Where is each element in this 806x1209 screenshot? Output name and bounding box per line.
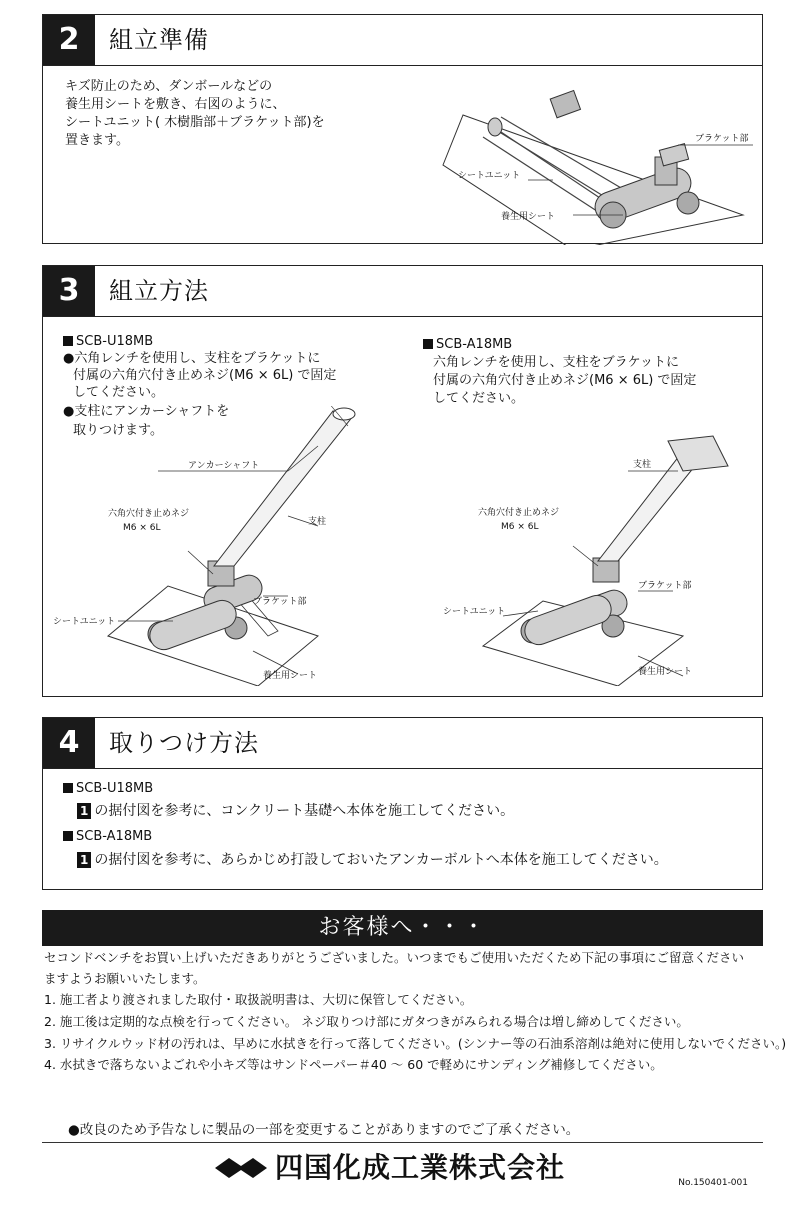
section-3 xyxy=(42,265,763,697)
customer-intro-1: セコンドベンチをお買い上げいただきありがとうございました。いつまでもご使用いただくため下記の事項にご留意ください xyxy=(44,950,745,965)
customer-note-3: 3. リサイクルウッド材の汚れは、早めに水拭きを行って落してください。(シンナー等の石油系溶剤は絶対に使用しないでください。) xyxy=(44,1036,787,1051)
prep-text-3: シートユニット( 木樹脂部＋ブラケット部)を xyxy=(65,115,325,130)
section-number: 4 xyxy=(43,718,95,768)
section-2-header xyxy=(43,15,762,66)
label-seat-unit: シートユニット xyxy=(443,607,506,617)
a18mb-line-3: してください。 xyxy=(433,391,525,406)
label-seat-unit: シートユニット xyxy=(53,617,116,627)
u18mb-line-2: 付属の六角穴付き止めネジ(M6 × 6L) で固定 xyxy=(73,368,337,383)
install-model-1: SCB-U18MB xyxy=(63,780,153,798)
section-4 xyxy=(42,717,763,890)
customer-note-2: 2. 施工後は定期的な点検を行ってください。 ネジ取りつけ部にガタつきがみられる場合は増し締めしてください。 xyxy=(44,1014,689,1029)
document-number: No.150401-001 xyxy=(678,1178,748,1188)
u18mb-line-3: してください。 xyxy=(73,385,165,400)
label-screw: 六角穴付き止めネジ xyxy=(478,508,560,518)
u18mb-line-1: ●六角レンチを使用し、支柱をブラケットに xyxy=(63,351,321,366)
label-bracket: ブラケット部 xyxy=(253,597,307,607)
a18mb-line-1: 六角レンチを使用し、支柱をブラケットに xyxy=(433,355,680,370)
footnote: ●改良のため予告なしに製品の一部を変更することがありますのでご了承ください。 xyxy=(68,1122,580,1138)
prep-text-4: 置きます。 xyxy=(65,133,129,148)
divider xyxy=(42,1142,763,1143)
section-title: 取りつけ方法 xyxy=(109,729,259,757)
section-number: 3 xyxy=(43,266,95,316)
model-u18mb-heading: SCB-U18MB xyxy=(63,333,153,351)
section-4-header xyxy=(43,718,762,769)
company-mark-icon xyxy=(215,1156,267,1180)
prep-text-1: キズ防止のため、ダンボールなどの xyxy=(65,79,273,94)
customer-note-4: 4. 水拭きで落ちないよごれや小キズ等はサンドペーパー＃40 ～ 60 で軽めにサンディング補修してください。 xyxy=(44,1057,663,1072)
prep-illustration xyxy=(403,75,753,245)
label-sheet: 養生用シート xyxy=(501,212,556,222)
square-bullet-icon xyxy=(63,831,73,841)
label-post: 支柱 xyxy=(633,460,652,470)
label-post: 支柱 xyxy=(308,517,327,527)
square-bullet-icon xyxy=(63,783,73,793)
company-name: 四国化成工業株式会社 xyxy=(275,1151,566,1184)
a18mb-illustration xyxy=(393,426,753,686)
ref-number-badge: 1 xyxy=(77,803,91,819)
a18mb-line-2: 付属の六角穴付き止めネジ(M6 × 6L) で固定 xyxy=(433,373,697,388)
prep-text-2: 養生用シートを敷き、右図のように、 xyxy=(65,97,286,112)
customer-intro-2: ますようお願いいたします。 xyxy=(44,971,206,986)
install-text-2: 1 の据付図を参考に、あらかじめ打設しておいたアンカーボルトへ本体を施工してください。 xyxy=(77,851,668,869)
section-2 xyxy=(42,14,763,244)
u18mb-line-4: ●支柱にアンカーシャフトを xyxy=(63,404,230,419)
label-sheet: 養生用シート xyxy=(263,671,318,681)
customer-banner: お客様へ・・・ xyxy=(42,910,763,946)
u18mb-illustration xyxy=(48,406,368,686)
square-bullet-icon xyxy=(423,339,433,349)
label-bracket: ブラケット部 xyxy=(638,581,692,591)
model-a18mb-heading: SCB-A18MB xyxy=(423,336,512,354)
square-bullet-icon xyxy=(63,336,73,346)
label-anchor-shaft: アンカーシャフト xyxy=(188,461,260,471)
section-title: 組立準備 xyxy=(109,26,209,54)
label-screw-size: M6 × 6L xyxy=(501,522,539,532)
label-sheet: 養生用シート xyxy=(638,667,693,677)
section-3-header xyxy=(43,266,762,317)
install-text-1: 1 の据付図を参考に、コンクリート基礎へ本体を施工してください。 xyxy=(77,802,514,820)
ref-number-badge: 1 xyxy=(77,852,91,868)
section-number: 2 xyxy=(43,15,95,65)
label-screw-size: M6 × 6L xyxy=(123,523,161,533)
label-bracket: ブラケット部 xyxy=(695,134,749,144)
label-screw: 六角穴付き止めネジ xyxy=(108,509,190,519)
u18mb-line-5: 取りつけます。 xyxy=(73,423,163,438)
label-seat-unit: シートユニット xyxy=(458,171,521,181)
section-title: 組立方法 xyxy=(109,277,209,305)
customer-note-1: 1. 施工者より渡されました取付・取扱説明書は、大切に保管してください。 xyxy=(44,992,473,1007)
install-model-2: SCB-A18MB xyxy=(63,828,152,846)
